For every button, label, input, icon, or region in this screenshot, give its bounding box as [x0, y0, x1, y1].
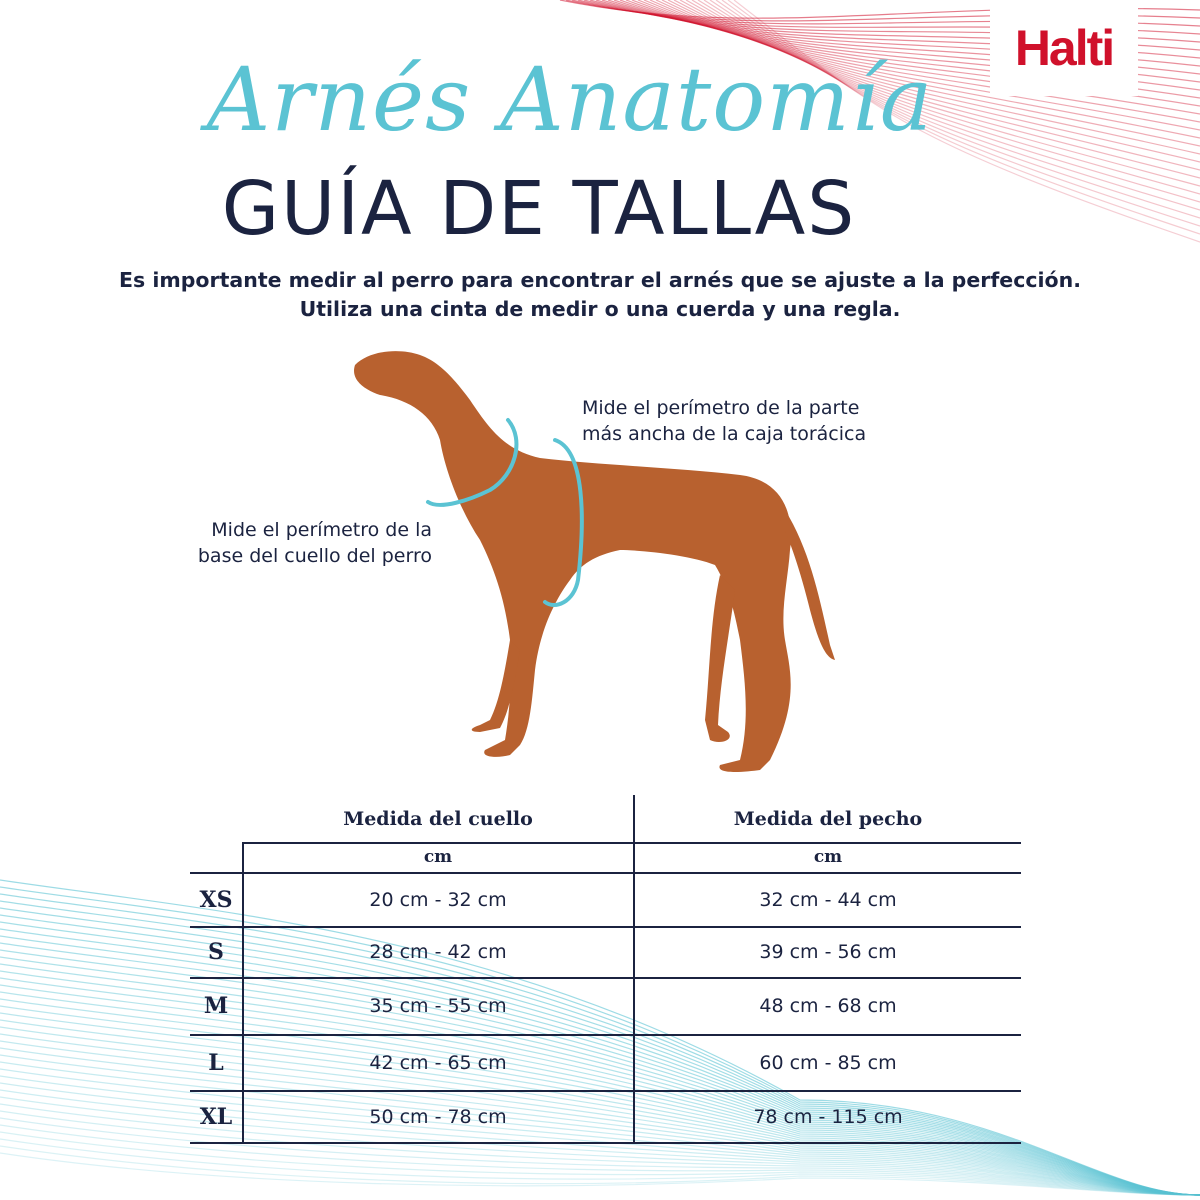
subtitle-line-2: Utiliza una cinta de medir o una cuerda y una regla.: [299, 297, 901, 321]
page-title: GUÍA DE TALLAS: [221, 166, 857, 252]
neck-annotation-line: Mide el perímetro de la: [211, 519, 432, 541]
column-header-chest: Medida del pecho: [733, 808, 923, 830]
product-script-title: Arnés Anatomía: [206, 48, 934, 151]
subtitle-line-1: Es importante medir al perro para encontrar el arnés que se ajuste a la perfección.: [119, 268, 1081, 292]
chest-measure-cell: 60 cm - 85 cm: [759, 1052, 897, 1074]
neck-measure-cell: 20 cm - 32 cm: [369, 889, 507, 911]
neck-annotation: [150, 517, 432, 569]
size-label: XL: [199, 1104, 233, 1130]
neck-measure-cell: 42 cm - 65 cm: [369, 1052, 507, 1074]
unit-chest: cm: [813, 847, 843, 867]
neck-measure-cell: 28 cm - 42 cm: [369, 941, 507, 963]
neck-measure-cell: 35 cm - 55 cm: [369, 995, 507, 1017]
chest-measure-cell: 48 cm - 68 cm: [759, 995, 897, 1017]
chest-measure-cell: 32 cm - 44 cm: [759, 889, 897, 911]
size-label: S: [208, 939, 224, 965]
chest-annotation: [582, 395, 866, 447]
size-label: L: [208, 1050, 224, 1076]
size-label: M: [203, 993, 229, 1019]
chest-measure-cell: 39 cm - 56 cm: [759, 941, 897, 963]
size-label: XS: [199, 887, 233, 913]
chest-annotation-line: Mide el perímetro de la parte: [582, 397, 860, 419]
neck-annotation-line: base del cuello del perro: [197, 545, 432, 567]
chest-measure-cell: 78 cm - 115 cm: [753, 1106, 903, 1128]
neck-measure-cell: 50 cm - 78 cm: [369, 1106, 507, 1128]
logo-text: Halti: [1014, 20, 1114, 76]
unit-neck: cm: [423, 847, 453, 867]
column-header-neck: Medida del cuello: [343, 808, 533, 830]
chest-annotation-line: más ancha de la caja torácica: [582, 423, 867, 445]
